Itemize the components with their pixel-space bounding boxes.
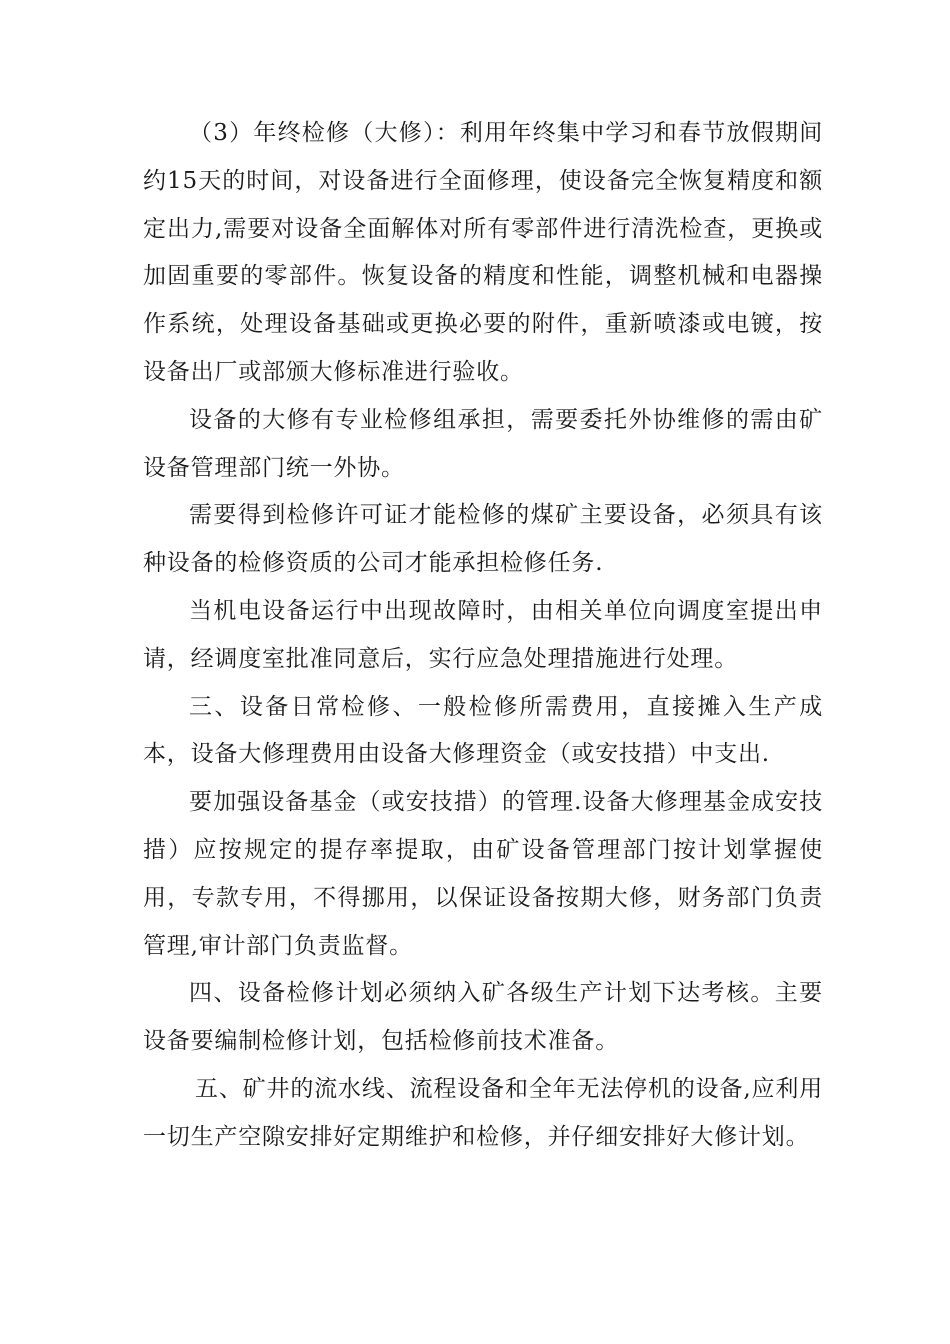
paragraph-fund-management: 要加强设备基金（或安技措）的管理.设备大修理基金成安技措）应按规定的提存率提取，由矿设备管理部门按计划掌握使用，专款专用，不得挪用，以保证设备按期大修，财务部门负责管理,审计部门负责监督。 [143,789,823,959]
paragraph-section-five-continuous: 五、矿井的流水线、流程设备和全年无法停机的设备,应利用一切生产空隙安排好定期维护和检修，并仔细安排好大修计划。 [143,1075,823,1150]
document-body [143,110,823,1162]
paragraph-license-requirement: 需要得到检修许可证才能检修的煤矿主要设备，必须具有该种设备的检修资质的公司才能承担检修任务. [143,502,823,577]
paragraph-section-four-plan: 四、设备检修计划必须纳入矿各级生产计划下达考核。主要设备要编制检修计划，包括检修前技术准备。 [143,980,823,1055]
paragraph-fault-handling: 当机电设备运行中出现故障时，由相关单位向调度室提出申请，经调度室批准同意后，实行应急处理措施进行处理。 [143,597,823,672]
paragraph-annual-overhaul: （3）年终检修（大修）：利用年终集中学习和春节放假期间约15天的时间，对设备进行全面修理，使设备完全恢复精度和额定出力,需要对设备全面解体对所有零部件进行清洗检查，更换或加固重要的零部件。恢复设备的精度和性能，调整机械和电器操作系统，处理设备基础或更换必要的附件，重新喷漆或电镀，按设备出厂或部颁大修标准进行验收。 [143,120,823,385]
paragraph-overhaul-responsibility: 设备的大修有专业检修组承担，需要委托外协维修的需由矿设备管理部门统一外协。 [143,406,823,481]
paragraph-section-three-costs: 三、设备日常检修、一般检修所需费用，直接摊入生产成本，设备大修理费用由设备大修理资金（或安技措）中支出. [143,693,823,768]
